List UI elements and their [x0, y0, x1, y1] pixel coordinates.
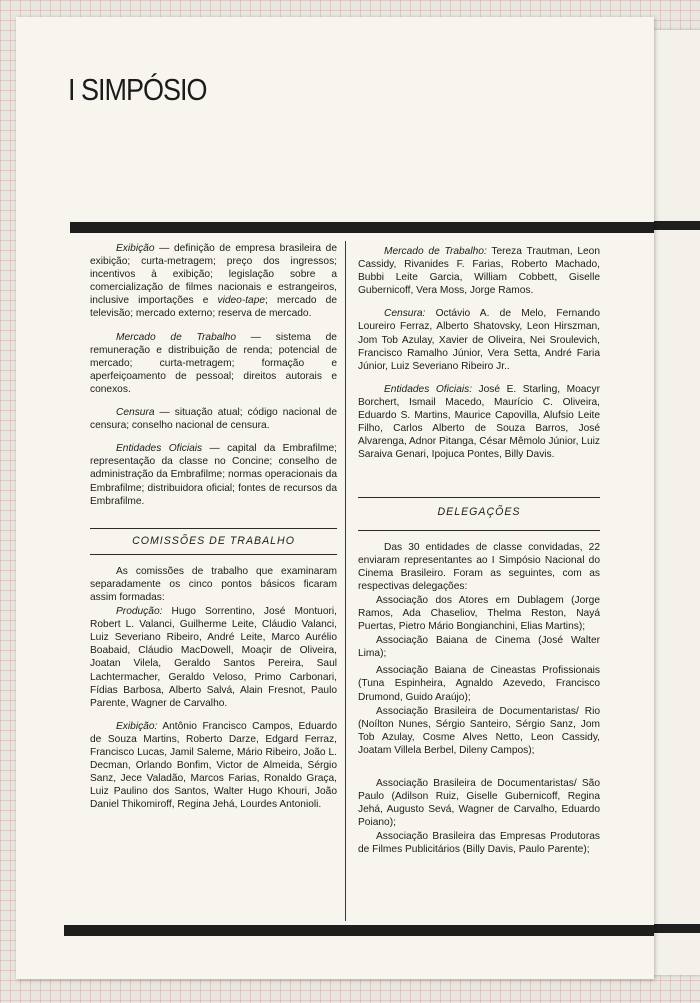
comissao-exibicao	[90, 720, 337, 812]
topic-mercado	[90, 331, 337, 396]
comissao-members: Antônio Francisco Campos, Eduardo de Souza Martins, Roberto Darze, Edgard Ferraz, Francisco Lucas, Jamil Saleme, Mário Ribeiro, João L. Decman, Orlando Bonfim, Victor de Almeida, Sérgio Sanz, Jece Valadão, Marcos Farias, Ronaldo Graça, Luiz Paulino dos Santos, Walter Hugo Khouri, João Daniel Thikomiroff, Regina Jehá, Lourdes Antonioli.	[90, 720, 337, 811]
document-page	[16, 17, 654, 979]
delegacao-item: Associação Baiana de Cineastas Profissionais (Tuna Espinheira, Agnaldo Azevedo, Francisco Drumond, Guido Araújo);	[358, 665, 600, 703]
adjacent-page-rule-bottom	[652, 924, 700, 933]
topic-italic: video-tape	[217, 295, 266, 307]
topic-censura	[90, 406, 337, 432]
comissao-label: Censura:	[384, 308, 426, 320]
comissao-label: Mercado de Trabalho:	[384, 246, 487, 257]
delegacoes-intro: Das 30 entidades de classe convidadas, 22 enviaram representantes ao I Simpósio Nacional do Cinema Brasileiro. Foram as seguintes, com as respectivas delegações:	[358, 541, 600, 592]
topic-text: — situação atual; código nacional de censura; conselho nacional de censura.	[90, 407, 337, 432]
adjacent-page-edge	[652, 30, 700, 975]
topic-entidades	[90, 442, 337, 507]
column-divider	[345, 241, 346, 921]
comissao-mercado	[358, 245, 600, 297]
comissao-label: Entidades Oficiais:	[384, 383, 473, 395]
comissao-producao	[90, 605, 337, 710]
comissao-entidades	[358, 383, 600, 462]
left-column	[90, 242, 337, 821]
topic-text: — definição de empresa brasileira de exibição; curta-metragem; preço dos ingressos; incentivos à exibição; legislação sobre a comercialização de filmes nacionais e estrangeiros, inclusive importações e	[90, 243, 337, 307]
adjacent-page-rule-top	[652, 221, 700, 230]
topic-text-tail: ; mercado de televisão; mercado externo; reserva de mercado.	[90, 295, 337, 320]
delegacao-item: Associação Brasileira de Documentaristas/ Rio (Noílton Nunes, Sérgio Santeiro, Sérgio Sanz, Jom Tob Azulay, Cosme Alves Netto, Leon Cassidy, Joatam Villela Berbel, Dileny Campos);	[358, 705, 600, 756]
comissao-members: José E. Starling, Moacyr Borchert, Ismail Macedo, Maurício C. Oliveira, Eduardo S. Martins, Maurice Capovilla, Alufsio Leite Filho, Carlos Alberto de Souza Barros, José Alvarenga, Adnor Pitanga, César Mêmolo Júnior, Luiz Saraiva Genari, Ipojuca Pontes, Billy Davis.	[358, 383, 600, 461]
delegacao-item: Associação Brasileira de Documentaristas/ São Paulo (Adilson Ruiz, Giselle Gubernicoff, Regina Jehá, Augusto Sevá, Wagner de Carvalho, Eduardo Poiano);	[358, 778, 600, 829]
comissao-label: Exibição:	[116, 720, 158, 732]
section-rule	[90, 528, 337, 529]
topic-label: Entidades Oficiais	[116, 443, 203, 455]
comissao-label: Produção:	[116, 606, 163, 618]
section-rule	[90, 554, 337, 555]
delegacao-item: Associação Brasileira das Empresas Produtoras de Filmes Publicitários (Billy Davis, Paulo Parente);	[358, 831, 600, 856]
topic-label: Mercado de Trabalho	[116, 331, 236, 343]
delegacao-item: Associação Baiana de Cinema (José Walter Lima);	[358, 635, 600, 660]
comissao-censura	[358, 307, 600, 372]
section-heading-delegacoes: DELEGAÇÕES	[437, 506, 521, 519]
comissao-members: Hugo Sorrentino, José Montuori, Robert L. Valanci, Guilherme Leite, Cláudio Valanci, Luiz Severiano Ribeiro, André Leite, Marco Aurélio Boabaid, Cláudio MacDowell, Moaçir de Oliveira, Joatan Vilela, Geraldo Santos Pereira, Saul Lachtermacher, Geraldo Veloso, Primo Carbonari, Fídias Barbosa, Alberto Salvá, Alain Fresnot, Paulo Parente, Wagner de Carvalho.	[90, 606, 337, 709]
comissoes-intro: As comissões de trabalho que examinaram separadamente os cinco pontos básicos ficaram assim formadas:	[90, 565, 337, 603]
bottom-black-rule	[64, 925, 654, 936]
topic-exibicao	[90, 242, 337, 321]
comissao-members: Octávio A. de Melo, Fernando Loureiro Ferraz, Alberto Shatovsky, Leon Hirszman, Jom Tob Azulay, Xavier de Oliveira, Nei Sroulevich, Francisco Ramalho Júnior, Vera Setta, André Faria Júnior, Luiz Severiano Ribeiro Jr..	[358, 308, 600, 372]
topic-text: — sistema de remuneração e distribuição de renda; potencial de mercado; curta-metragem; formação e aperfeiçoamento de pessoal; direitos autorais e conexos.	[90, 331, 337, 395]
section-rule	[358, 497, 600, 498]
delegacao-item: Associação dos Atores em Dublagem (Jorge Ramos, Ada Chaseliov, Thelma Reston, Nayá Puertas, Pietro Mário Bongianchini, Elias Martins);	[358, 594, 600, 633]
right-column	[358, 245, 600, 858]
topic-label: Censura	[116, 407, 155, 419]
top-black-rule	[70, 222, 654, 233]
topic-label: Exibição	[116, 243, 155, 254]
section-heading-comissoes: COMISSÕES DE TRABALHO	[132, 534, 295, 547]
topic-text: — capital da Embrafilme; representação da classe no Concine; conselho de administração da Embrafilme; normas operacionais da Embrafilme; distribuidora oficial; fontes de recursos da Embrafilme.	[90, 443, 337, 507]
page-title: I SIMPÓSIO	[68, 73, 207, 107]
comissao-members: Tereza Trautman, Leon Cassidy, Rivanides F. Farias, Roberto Machado, Bubbi Leite Garcia, William Cobbett, Giselle Gubernicoff, Vera Moss, Jorge Ramos.	[358, 246, 600, 297]
section-rule	[358, 530, 600, 531]
